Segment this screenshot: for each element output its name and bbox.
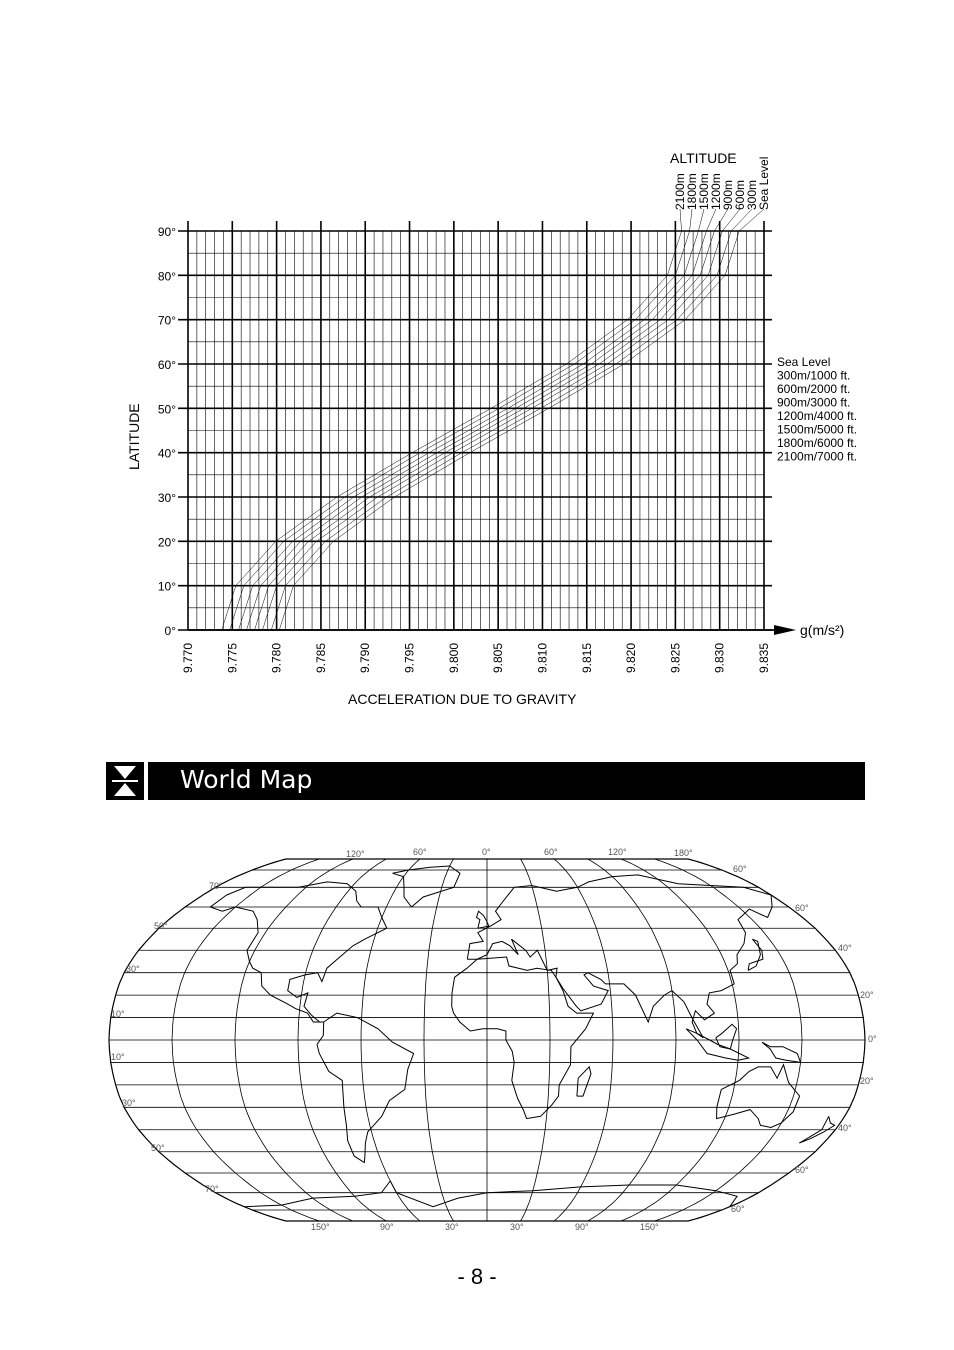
altitude-top-label: 1500m [697,173,711,210]
map-degree-labels [111,847,877,1232]
map-bottom-longitude-label: 30° [510,1222,524,1232]
map-right-latitude-label: 20° [860,1076,874,1086]
y-axis-title: LATITUDE [126,403,142,470]
y-tick-label: 90° [157,225,176,239]
map-bottom-longitude-label: 30° [445,1222,459,1232]
map-left-latitude-label: 30° [122,1098,136,1108]
x-tick-label: 9.800 [446,643,461,674]
legend-entry: 1800m/6000 ft. [777,436,858,450]
coast-madagascar [577,1067,591,1096]
section-title: World Map [180,765,313,794]
map-right-latitude-label: 40° [838,1123,852,1133]
y-tick-label: 50° [157,402,176,417]
map-left-latitude-label: 10° [111,1009,125,1019]
altitude-top-label: 300m [745,179,759,210]
x-tick-label: 9.785 [313,643,328,674]
coast-north-america [210,882,386,1022]
x-tick-label: 9.775 [225,643,240,674]
coast-greenland [393,866,460,907]
legend-entry: 900m/3000 ft. [777,395,851,410]
map-top-longitude-label: 180° [674,848,693,858]
y-tick-label: 80° [157,269,176,284]
x-tick-label: 9.790 [358,643,373,674]
legend-entry: 600m/2000 ft. [777,382,851,396]
x-tick-label: 9.780 [269,643,284,674]
map-coastlines [210,866,834,1207]
map-top-longitude-label: 120° [608,847,627,857]
altitude-top-label: 600m [733,179,747,210]
coast-borneo [716,1024,737,1049]
map-left-latitude-label: 50° [154,921,168,931]
altitude-top-label: 1200m [709,173,723,210]
map-top-longitude-label: 60° [733,864,747,874]
map-graticule [109,859,865,1221]
coast-japan [748,939,763,970]
map-left-latitude-label: 70° [205,1184,219,1194]
altitude-top-label: 1800m [685,173,699,210]
map-top-longitude-label: 60° [544,847,558,857]
y-tick-label: 30° [157,491,176,505]
altitude-top-label: 900m [721,179,735,210]
legend-title: ALTITUDE [670,150,737,166]
x-tick-label: 9.820 [624,643,639,674]
map-bottom-longitude-label: 150° [640,1222,659,1232]
legend-entry: 1500m/5000 ft. [777,422,858,437]
x-tick-label: 9.770 [181,643,195,674]
y-tick-label: 70° [157,313,176,328]
x-tick-label: 9.795 [402,643,417,674]
map-bottom-longitude-label: 60° [731,1204,745,1214]
map-left-latitude-label: 70° [209,881,223,891]
x-tick-label: 9.805 [491,643,506,674]
legend-entry: 2100m/7000 ft. [777,449,858,464]
map-top-longitude-label: 120° [346,849,365,859]
map-right-latitude-label: 20° [860,990,874,1000]
y-tick-label: 20° [157,535,176,550]
x-tick-label: 9.830 [712,643,727,674]
x-unit-text: g(m/s²) [800,622,845,638]
map-right-latitude-label: 40° [838,943,852,953]
page-number: - 8 - [457,1264,497,1289]
map-bottom-longitude-label: 90° [575,1222,589,1232]
legend-entry: 1200m/4000 ft. [777,409,858,423]
altitude-top-label: 2100m [673,173,687,210]
map-left-latitude-label: 50° [151,1143,165,1153]
coast-south-america [317,1013,414,1162]
altitude-top-label: Sea Level [757,156,771,210]
coast-europe-asia [467,875,772,1038]
y-tick-label: 40° [157,446,176,461]
y-tick-label: 60° [157,358,176,372]
map-left-latitude-label: 10° [111,1052,125,1062]
y-tick-label: 0° [164,624,176,638]
x-tick-label: 9.815 [579,643,594,674]
map-bottom-longitude-label: 90° [380,1222,394,1232]
coast-new-guinea [762,1042,801,1062]
map-right-latitude-label: 0° [868,1034,877,1044]
coast-australia [717,1065,800,1128]
map-right-latitude-label: 60° [795,1165,809,1175]
coast-antarctica [244,1181,737,1207]
map-left-latitude-label: 30° [126,964,140,974]
legend-entry: 300m/1000 ft. [777,368,851,383]
legend-entry: Sea Level [777,355,831,369]
x-axis-title: ACCELERATION DUE TO GRAVITY [348,691,577,707]
map-right-latitude-label: 60° [795,903,809,913]
x-tick-label: 9.835 [757,643,771,674]
y-tick-label: 10° [157,579,176,594]
map-top-longitude-label: 0° [482,847,491,857]
x-tick-label: 9.810 [535,643,550,674]
map-top-longitude-label: 60° [413,847,427,857]
x-tick-label: 9.825 [668,643,683,674]
map-bottom-longitude-label: 150° [311,1222,330,1232]
coast-africa [452,957,594,1119]
